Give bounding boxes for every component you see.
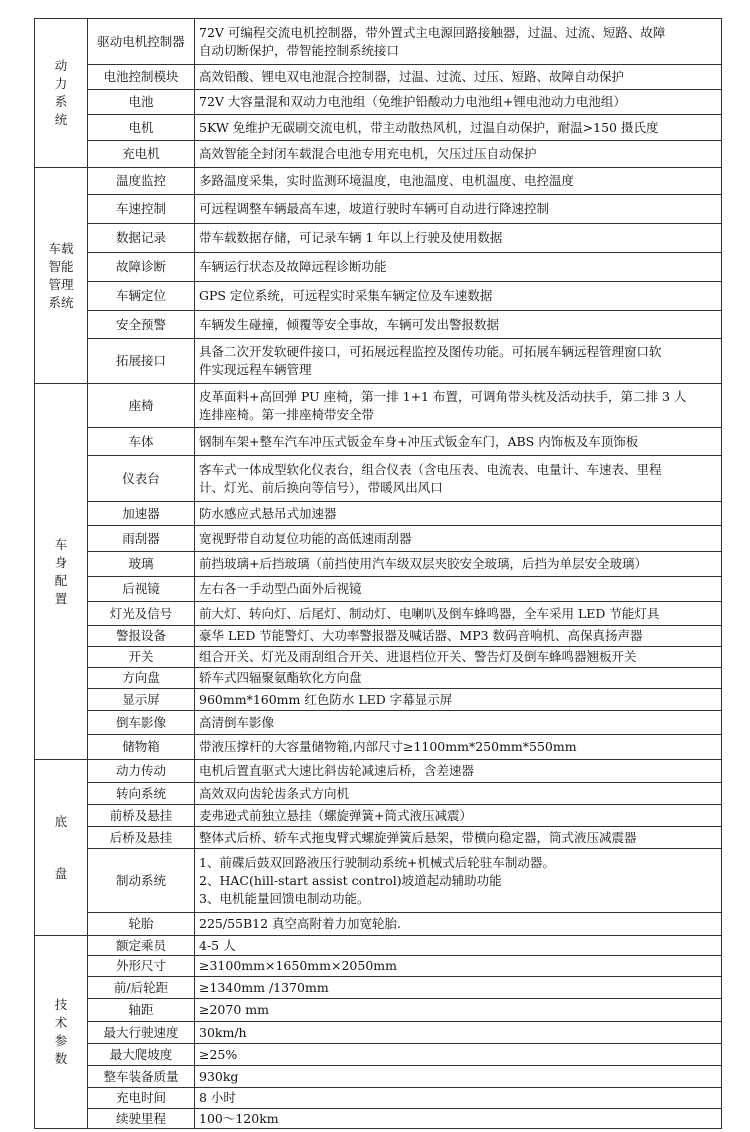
- item-description: [195, 65, 722, 90]
- description-line: 72V 可编程交流电机控制器，带外置式主电源回路接触器，过温、过流、短路、故障: [199, 24, 666, 40]
- table-row: [35, 253, 722, 282]
- item-description: [195, 760, 722, 783]
- table-row: [35, 647, 722, 668]
- item-description: [195, 783, 722, 805]
- description-line: 前挡玻璃+后挡玻璃（前挡使用汽车级双层夹胶安全玻璃，后挡为单层安全玻璃）: [199, 556, 647, 571]
- item-label: 轴距: [88, 999, 195, 1022]
- item-description: [195, 282, 722, 311]
- category-label-line: 力: [54, 76, 68, 91]
- item-description: [195, 384, 722, 428]
- description-line: 1、前碟后鼓双回路液压行驶制动系统+机械式后轮驻车制动器。: [199, 854, 555, 870]
- item-label: 转向系统: [88, 783, 195, 805]
- category-label-line: 底: [54, 813, 68, 829]
- description-line: 30km/h: [199, 1024, 247, 1040]
- table-row: [35, 735, 722, 760]
- description-line: 930kg: [199, 1068, 239, 1084]
- item-label: 灯光及信号: [88, 602, 195, 626]
- table-row: [35, 577, 722, 602]
- item-description: [195, 90, 722, 115]
- item-label: 车辆定位: [88, 282, 195, 311]
- item-description: [195, 956, 722, 977]
- category-label-line: 数: [54, 1051, 68, 1066]
- table-row: [35, 384, 722, 428]
- item-description: [195, 195, 722, 224]
- description-line: 轿车式四辐聚氨酯软化方向盘: [199, 670, 362, 685]
- item-label: 最大爬坡度: [88, 1044, 195, 1066]
- item-description: [195, 647, 722, 668]
- description-line: 钢制车架+整车汽车冲压式钣金车身+冲压式钣金车门，ABS 内饰板及车顶饰板: [199, 433, 639, 449]
- item-label: 整车装备质量: [88, 1066, 195, 1088]
- item-label: 后视镜: [88, 577, 195, 602]
- table-row: [35, 711, 722, 735]
- item-description: [195, 1088, 722, 1109]
- item-description: [195, 913, 722, 936]
- table-row: [35, 224, 722, 253]
- item-label: 充电时间: [88, 1088, 195, 1109]
- item-description: [195, 19, 722, 65]
- item-label: 前/后轮距: [88, 977, 195, 999]
- item-description: [195, 1109, 722, 1129]
- table-row: [35, 956, 722, 977]
- table-row: [35, 456, 722, 502]
- table-row: [35, 552, 722, 577]
- item-label: 故障诊断: [88, 253, 195, 282]
- table-row: [35, 668, 722, 689]
- item-description: [195, 428, 722, 456]
- description-line: 高效双向齿轮齿条式方向机: [199, 785, 350, 801]
- table-row: [35, 913, 722, 936]
- item-label: 仪表台: [88, 456, 195, 502]
- item-label: 车体: [88, 428, 195, 456]
- table-row: [35, 19, 722, 65]
- category-label-line: 配: [54, 572, 68, 588]
- description-line: 高清倒车影像: [199, 714, 275, 730]
- spec-table-body: [35, 19, 722, 1129]
- item-label: 储物箱: [88, 735, 195, 760]
- item-label: 雨刮器: [88, 526, 195, 552]
- description-line: 5KW 免维护无碳刷交流电机，带主动散热风机，过温自动保护，耐温>150 摄氏度: [199, 119, 659, 135]
- table-row: [35, 849, 722, 913]
- item-label: 轮胎: [88, 913, 195, 936]
- category-label-line: [39, 831, 83, 865]
- description-line: 960mm*160mm 红色防水 LED 字幕显示屏: [199, 691, 453, 707]
- description-line: 车辆发生碰撞，倾覆等安全事故，车辆可发出警报数据: [199, 316, 500, 332]
- item-description: [195, 711, 722, 735]
- description-line: 高效铅酸、锂电双电池混合控制器，过温、过流、过压、短路、故障自动保护: [199, 69, 625, 84]
- item-description: [195, 552, 722, 577]
- item-description: [195, 1044, 722, 1066]
- table-row: [35, 999, 722, 1022]
- item-label: 续驶里程: [88, 1109, 195, 1129]
- item-label: 最大行驶速度: [88, 1022, 195, 1044]
- description-line: 3、电机能量回馈电制动功能。: [199, 890, 370, 906]
- category-cell: [35, 936, 88, 1129]
- category-cell: [35, 168, 88, 384]
- item-description: [195, 602, 722, 626]
- item-description: [195, 115, 722, 141]
- category-label-line: 术: [54, 1015, 68, 1030]
- description-line: 防水感应式悬吊式加速器: [199, 505, 337, 521]
- item-label: 拓展接口: [88, 339, 195, 384]
- item-description: [195, 577, 722, 602]
- item-label: 电池: [88, 90, 195, 115]
- item-description: [195, 456, 722, 502]
- description-line: 客车式一体成型软化仪表台，组合仪表（含电压表、电流表、电量计、车速表、里程: [199, 461, 662, 477]
- item-label: 座椅: [88, 384, 195, 428]
- description-line: GPS 定位系统，可远程实时采集车辆定位及车速数据: [199, 288, 493, 303]
- item-description: [195, 999, 722, 1022]
- description-line: 车辆运行状态及故障远程诊断功能: [199, 259, 387, 274]
- category-cell: [35, 384, 88, 760]
- table-row: [35, 783, 722, 805]
- table-row: [35, 1044, 722, 1066]
- item-label: 后桥及悬挂: [88, 827, 195, 849]
- table-row: [35, 760, 722, 783]
- description-line: ≥25%: [199, 1046, 238, 1062]
- table-row: [35, 168, 722, 195]
- table-row: [35, 90, 722, 115]
- item-description: [195, 936, 722, 956]
- item-label: 充电机: [88, 141, 195, 168]
- description-line: 前大灯、转向灯、后尾灯、制动灯、电喇叭及倒车蜂鸣器，全车采用 LED 节能灯具: [199, 605, 660, 621]
- table-row: [35, 827, 722, 849]
- category-label-line: 盘: [54, 865, 68, 881]
- item-label: 外形尺寸: [88, 956, 195, 977]
- item-label: 显示屏: [88, 689, 195, 711]
- item-label: 驱动电机控制器: [88, 19, 195, 65]
- category-label-line: 参: [54, 1033, 68, 1048]
- table-row: [35, 805, 722, 827]
- description-line: ≥2070 mm: [199, 1002, 269, 1017]
- description-line: ≥3100mm×1650mm×2050mm: [199, 958, 397, 973]
- table-row: [35, 977, 722, 999]
- description-line: 2、HAC(hill-start assist control)坡道起动辅助功能: [199, 872, 502, 888]
- category-label-line: 车载: [48, 240, 74, 256]
- item-description: [195, 168, 722, 195]
- description-line: 件实现远程车辆管理: [199, 362, 312, 377]
- item-description: [195, 827, 722, 849]
- item-label: 温度监控: [88, 168, 195, 195]
- item-label: 动力传动: [88, 760, 195, 783]
- description-line: 225/55B12 真空高附着力加宽轮胎.: [199, 916, 402, 931]
- category-label-line: 管理: [48, 276, 74, 292]
- item-description: [195, 253, 722, 282]
- item-description: [195, 311, 722, 339]
- item-label: 前桥及悬挂: [88, 805, 195, 827]
- table-row: [35, 195, 722, 224]
- item-label: 额定乘员: [88, 936, 195, 956]
- category-label-line: 统: [54, 112, 68, 127]
- description-line: 整体式后桥、轿车式拖曳臂式螺旋弹簧后悬架，带横向稳定器，筒式液压减震器: [199, 829, 637, 845]
- category-cell: [35, 19, 88, 168]
- item-label: 加速器: [88, 502, 195, 526]
- table-row: [35, 602, 722, 626]
- item-description: [195, 626, 722, 647]
- table-row: [35, 626, 722, 647]
- description-line: 宽视野带自动复位功能的高低速雨刮器: [199, 530, 412, 546]
- item-label: 玻璃: [88, 552, 195, 577]
- item-label: 安全预警: [88, 311, 195, 339]
- table-row: [35, 936, 722, 956]
- category-label-line: 动: [54, 58, 68, 73]
- item-label: 电机: [88, 115, 195, 141]
- table-row: [35, 1088, 722, 1109]
- category-label-line: 技: [54, 997, 68, 1012]
- spec-table: [34, 18, 722, 1129]
- table-row: [35, 502, 722, 526]
- item-label: 开关: [88, 647, 195, 668]
- description-line: 4-5 人: [199, 937, 236, 953]
- category-label-line: 智能: [48, 258, 74, 274]
- item-description: [195, 1022, 722, 1044]
- item-label: 电池控制模块: [88, 65, 195, 90]
- description-line: 组合开关、灯光及雨刮组合开关、进退档位开关、警告灯及倒车蜂鸣器翘板开关: [199, 649, 637, 664]
- description-line: 100～120km: [199, 1110, 279, 1126]
- item-description: [195, 977, 722, 999]
- table-row: [35, 428, 722, 456]
- item-label: 制动系统: [88, 849, 195, 913]
- item-description: [195, 141, 722, 168]
- description-line: 具备二次开发软硬件接口，可拓展远程监控及图传功能。可拓展车辆远程管理窗口软: [199, 344, 662, 359]
- description-line: 高效智能全封闭车载混合电池专用充电机，欠压过压自动保护: [199, 146, 537, 161]
- description-line: 自动切断保护，带智能控制系统接口: [199, 42, 400, 58]
- category-label-line: 系统: [48, 294, 74, 310]
- description-line: 皮革面料+高回弹 PU 座椅，第一排 1+1 布置，可调角带头枕及活动扶手，第二排 3 人: [199, 388, 687, 404]
- item-description: [195, 1066, 722, 1088]
- description-line: 可远程调整车辆最高车速，坡道行驶时车辆可自动进行降速控制: [199, 201, 550, 216]
- description-line: 计、灯光、前后换向等信号），带暖风出风口: [199, 479, 443, 495]
- item-description: [195, 224, 722, 253]
- item-description: [195, 805, 722, 827]
- description-line: 左右各一手动型凸面外后视镜: [199, 581, 362, 596]
- category-label-line: 置: [54, 590, 68, 606]
- description-line: 8 小时: [199, 1090, 236, 1105]
- description-line: 带车载数据存储，可记录车辆 1 年以上行驶及使用数据: [199, 230, 503, 245]
- table-row: [35, 339, 722, 384]
- description-line: 豪华 LED 节能警灯、大功率警报器及喊话器、MP3 数码音响机、高保真扬声器: [199, 628, 643, 643]
- item-description: [195, 689, 722, 711]
- category-label-line: 系: [54, 94, 68, 109]
- description-line: 72V 大容量混和双动力电池组（免维护铅酸动力电池组+锂电池动力电池组）: [199, 94, 626, 109]
- table-row: [35, 1066, 722, 1088]
- table-row: [35, 141, 722, 168]
- table-row: [35, 115, 722, 141]
- description-line: ≥1340mm /1370mm: [199, 979, 329, 995]
- item-label: 警报设备: [88, 626, 195, 647]
- table-row: [35, 282, 722, 311]
- item-description: [195, 668, 722, 689]
- category-label-line: 身: [54, 554, 68, 570]
- table-row: [35, 526, 722, 552]
- table-row: [35, 1109, 722, 1129]
- description-line: 带液压撑杆的大容量储物箱,内部尺寸≥1100mm*250mm*550mm: [199, 739, 577, 754]
- item-label: 数据记录: [88, 224, 195, 253]
- item-label: 车速控制: [88, 195, 195, 224]
- item-description: [195, 735, 722, 760]
- item-description: [195, 849, 722, 913]
- item-label: 倒车影像: [88, 711, 195, 735]
- table-row: [35, 1022, 722, 1044]
- category-cell: [35, 760, 88, 936]
- table-row: [35, 689, 722, 711]
- item-description: [195, 502, 722, 526]
- description-line: 多路温度采集，实时监测环境温度，电池温度、电机温度、电控温度: [199, 173, 575, 188]
- item-description: [195, 339, 722, 384]
- item-description: [195, 526, 722, 552]
- description-line: 连排座椅。第一排座椅带安全带: [199, 406, 375, 422]
- item-label: 方向盘: [88, 668, 195, 689]
- description-line: 麦弗逊式前独立悬挂（螺旋弹簧+筒式液压减震）: [199, 807, 472, 823]
- table-row: [35, 311, 722, 339]
- description-line: 电机后置直驱式大速比斜齿轮减速后桥，含差速器: [199, 763, 475, 778]
- table-row: [35, 65, 722, 90]
- category-label-line: 车: [54, 536, 68, 552]
